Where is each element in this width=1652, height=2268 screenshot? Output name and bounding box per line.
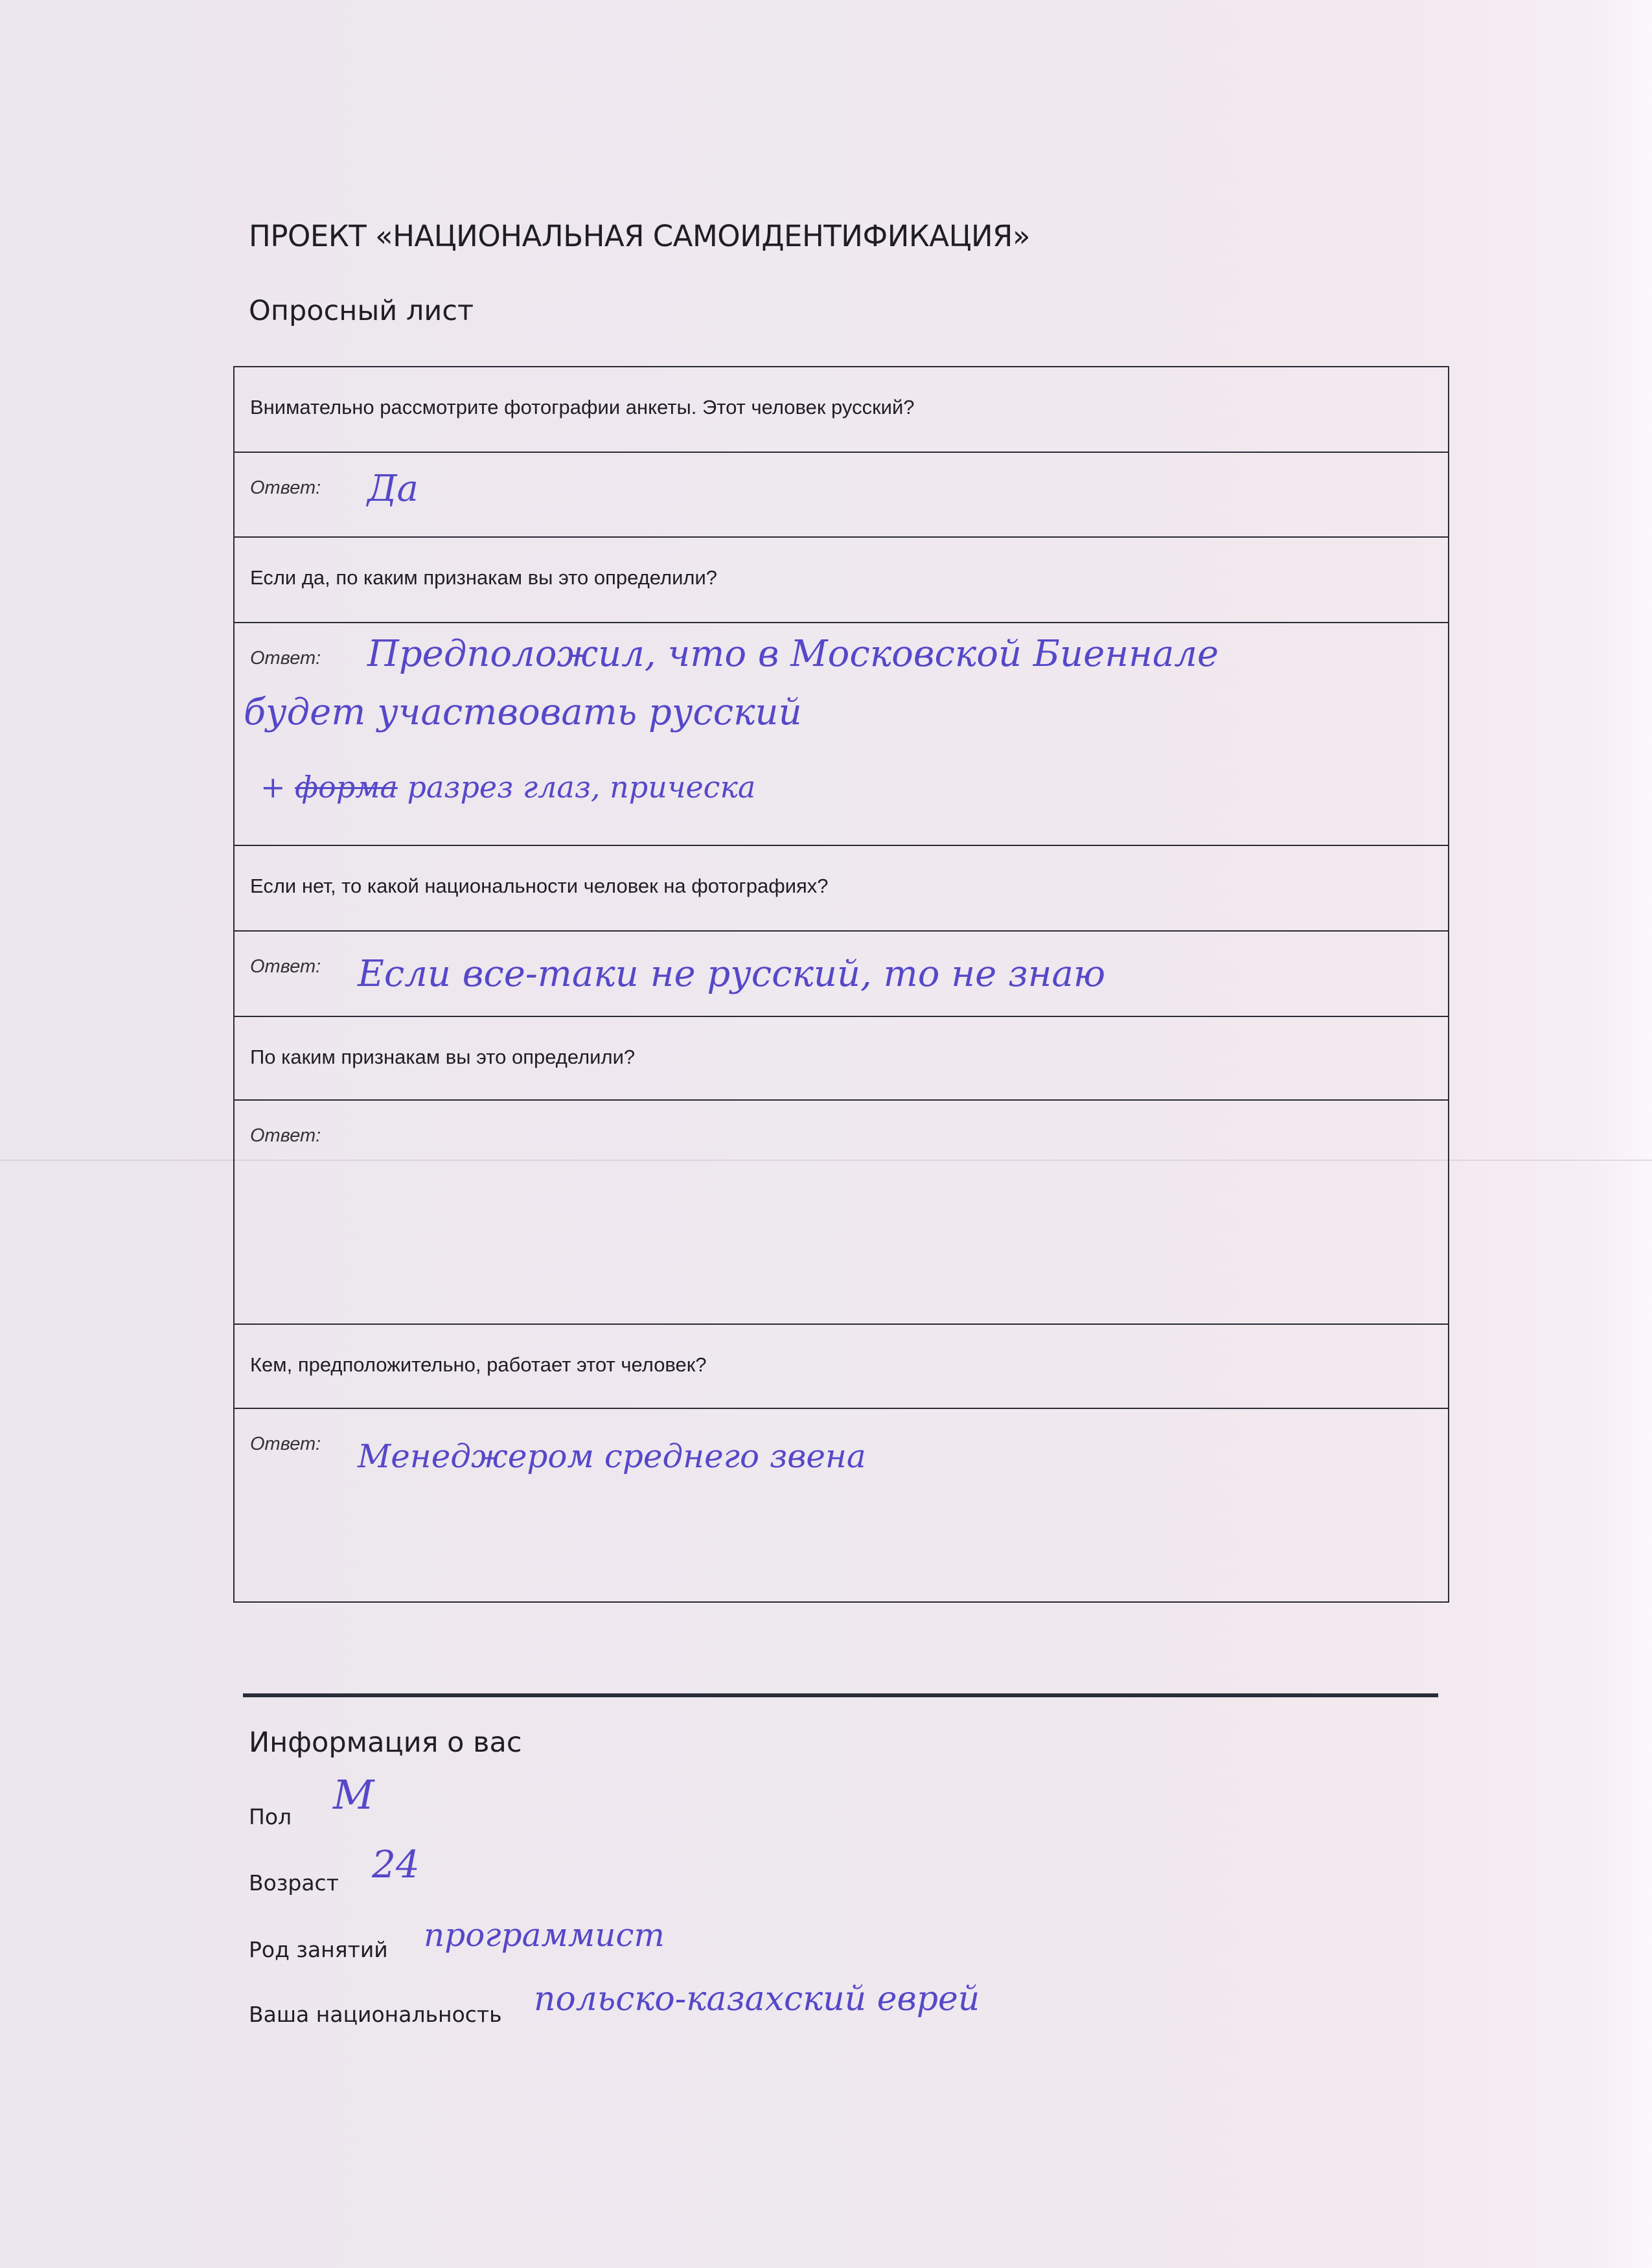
field-value: 24 [372, 1842, 420, 1886]
question-row [235, 538, 1448, 623]
form-subtitle: Опросный лист [249, 295, 474, 327]
question-row [235, 1017, 1448, 1101]
answer-label: Ответ: [250, 1434, 321, 1454]
question-row [235, 367, 1448, 453]
handwritten-answer-addition [260, 770, 756, 805]
section-divider [243, 1693, 1438, 1697]
question-row [235, 846, 1448, 932]
question-text: Внимательно рассмотрите фотографии анкеты. Этот человек русский? [250, 396, 915, 418]
answer-label: Ответ: [250, 956, 321, 977]
answer-row[interactable] [235, 1409, 1448, 1601]
field-value: М [333, 1771, 374, 1818]
question-text: Кем, предположительно, работает этот человек? [250, 1353, 707, 1376]
field-label: Ваша национальность [249, 2002, 502, 2027]
field-value: польско-казахский еврей [534, 1980, 980, 2019]
answer-row[interactable] [235, 623, 1448, 846]
handwritten-answer: Предположил, что в Московской Биеннале [367, 633, 1219, 675]
plus-sign: + [260, 770, 286, 805]
answer-row-empty[interactable] [235, 1101, 1448, 1325]
handwritten-answer: Менеджером среднего звена [358, 1438, 866, 1475]
question-text: По каким признакам вы это определили? [250, 1046, 636, 1068]
answer-row[interactable] [235, 453, 1448, 538]
answer-text: разрез глаз, прическа [407, 770, 756, 805]
questionnaire-table [233, 366, 1449, 1603]
question-row [235, 1325, 1448, 1409]
field-value: программист [424, 1916, 665, 1954]
handwritten-answer: Если все-таки не русский, то не знаю [358, 953, 1106, 995]
handwritten-answer: будет участвовать русский [244, 691, 802, 733]
answer-row[interactable] [235, 932, 1448, 1017]
field-label: Род занятий [249, 1937, 388, 1962]
answer-label: Ответ: [250, 648, 321, 669]
question-text: Если нет, то какой национальности человек на фотографиях? [250, 875, 829, 897]
answer-label: Ответ: [250, 1125, 321, 1146]
handwritten-answer: Да [367, 468, 419, 510]
field-gender[interactable] [249, 1771, 374, 1829]
answer-label: Ответ: [250, 477, 321, 498]
question-text: Если да, по каким признакам вы это определили? [250, 566, 718, 589]
about-title: Информация о вас [249, 1726, 522, 1759]
project-title: ПРОЕКТ «НАЦИОНАЛЬНАЯ САМОИДЕНТИФИКАЦИЯ» [249, 219, 1030, 253]
field-label: Возраст [249, 1870, 339, 1896]
field-label: Пол [249, 1804, 292, 1829]
struck-word: форма [295, 770, 398, 805]
field-occupation[interactable] [249, 1916, 665, 1962]
field-age[interactable] [249, 1842, 420, 1896]
field-nationality[interactable] [249, 1980, 980, 2027]
